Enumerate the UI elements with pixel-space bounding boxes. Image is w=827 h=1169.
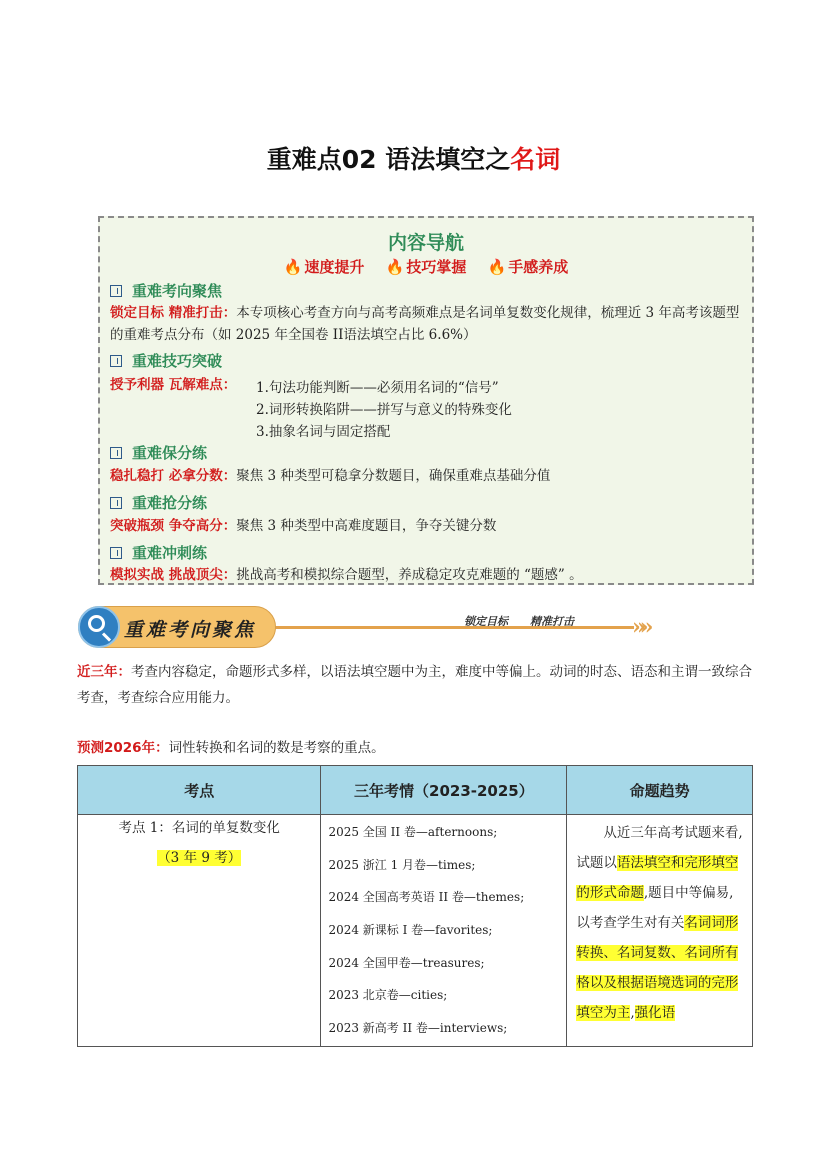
section-heading: 重难技巧突破 (110, 350, 222, 371)
flame-icon: 🔥 (487, 258, 507, 276)
nav-tag: 🔥 技巧掌握 (385, 258, 467, 276)
column-header: 考点 (78, 766, 321, 815)
forecast-paragraph: 预测2026年：词性转换和名词的数是考察的重点。 (77, 740, 385, 756)
column-header: 命题趋势 (567, 766, 753, 815)
skill-item: 3.抽象名词与固定搭配 (256, 424, 391, 440)
exam-item: 2025 浙江 1 月卷—times; (328, 857, 476, 872)
page-title: 重难点02 语法填空之名词 (266, 145, 561, 174)
trend-segment: 从近三年高考试题来看,试题以 (576, 825, 743, 871)
magnifier-icon (78, 606, 120, 648)
section-text: 授予利器 瓦解难点： (110, 377, 237, 393)
section-text: 突破瓶颈 争夺高分：聚焦 3 种类型中高难度题目，争夺关键分数 (110, 518, 497, 534)
trend-text (568, 816, 751, 1028)
column-header: 三年考情（2023-2025） (321, 766, 567, 815)
exam-item: 2025 全国 II 卷—afternoons; (328, 825, 498, 839)
section-banner (78, 606, 658, 650)
exam-table (77, 765, 753, 1047)
highlighted-text: 强化语 (634, 1005, 676, 1021)
banner-label: 重难考向聚焦 (124, 619, 257, 641)
flame-icon: 🔥 (283, 258, 303, 276)
exam-count-badge: （3 年 9 考） (157, 850, 242, 866)
exam-list-cell (321, 815, 567, 1047)
trend-segment: ,题目中等偏易,以考查学生对有关 (576, 885, 734, 931)
content-navigation-box (98, 216, 754, 585)
trend-cell (567, 815, 753, 1047)
book-icon (110, 497, 122, 509)
intro-paragraph: 近三年：考查内容稳定，命题形式多样，以语法填空题中为主，难度中等偏上。动词的时态、语态和主谓一致综合考查，考查综合应用能力。 (77, 664, 752, 706)
highlighted-text: 名词词形转换、名词复数、名词所有格以及根据语境选词的完形填空为主 (576, 915, 739, 1021)
exam-item: 2024 全国高考英语 II 卷—themes; (328, 890, 525, 905)
table-row (78, 815, 753, 1047)
section-heading: 重难抢分练 (110, 492, 207, 513)
kaodian-cell: 考点 1：名词的单复数变化 （3 年 9 考） (78, 815, 321, 1047)
book-icon (110, 355, 122, 367)
section-heading: 重难考向聚焦 (110, 280, 222, 301)
table-header-row (78, 766, 753, 815)
section-heading: 重难冲刺练 (110, 542, 207, 563)
exam-item: 2024 新课标 I 卷—favorites; (328, 923, 493, 938)
skill-item: 2.词形转换陷阱——拼写与意义的特殊变化 (256, 402, 512, 418)
title-highlight: 名词 (510, 145, 561, 174)
section-heading: 重难保分练 (110, 442, 207, 463)
banner-subtitle: 锁定目标 精准打击 (464, 615, 574, 628)
flame-icon: 🔥 (385, 258, 405, 276)
book-icon (110, 547, 122, 559)
skill-item: 1.句法功能判断——必须用名词的“信号” (256, 380, 499, 396)
book-icon (110, 285, 122, 297)
nav-tags (100, 256, 752, 277)
nav-tag: 🔥 速度提升 (283, 258, 365, 276)
section-text: 锁定目标 精准打击：本专项核心考查方向与高考高频难点是名词单复数变化规律，梳理近 3 年高考该题型的重难考点分布（如 2025 年全国卷 II语法填空占比 6.6%） (110, 305, 740, 343)
trend-segment: , (630, 1005, 635, 1021)
exam-item: 2023 北京卷—cities; (328, 988, 448, 1003)
nav-title: 内容导航 (387, 232, 464, 254)
exam-item: 2024 全国甲卷—treasures; (328, 955, 485, 970)
book-icon (110, 447, 122, 459)
nav-tag: 🔥 手感养成 (487, 258, 569, 276)
section-text: 模拟实战 挑战顶尖：挑战高考和模拟综合题型，养成稳定攻克难题的 “题感” 。 (110, 567, 583, 583)
exam-item: 2023 新高考 II 卷—interviews; (328, 1021, 508, 1036)
double-chevron-icon: »» (632, 614, 648, 640)
highlighted-text: 语法填空和完形填空的形式命题 (576, 855, 739, 901)
section-text: 稳扎稳打 必拿分数：聚焦 3 种类型可稳拿分数题目，确保重难点基础分值 (110, 468, 551, 484)
